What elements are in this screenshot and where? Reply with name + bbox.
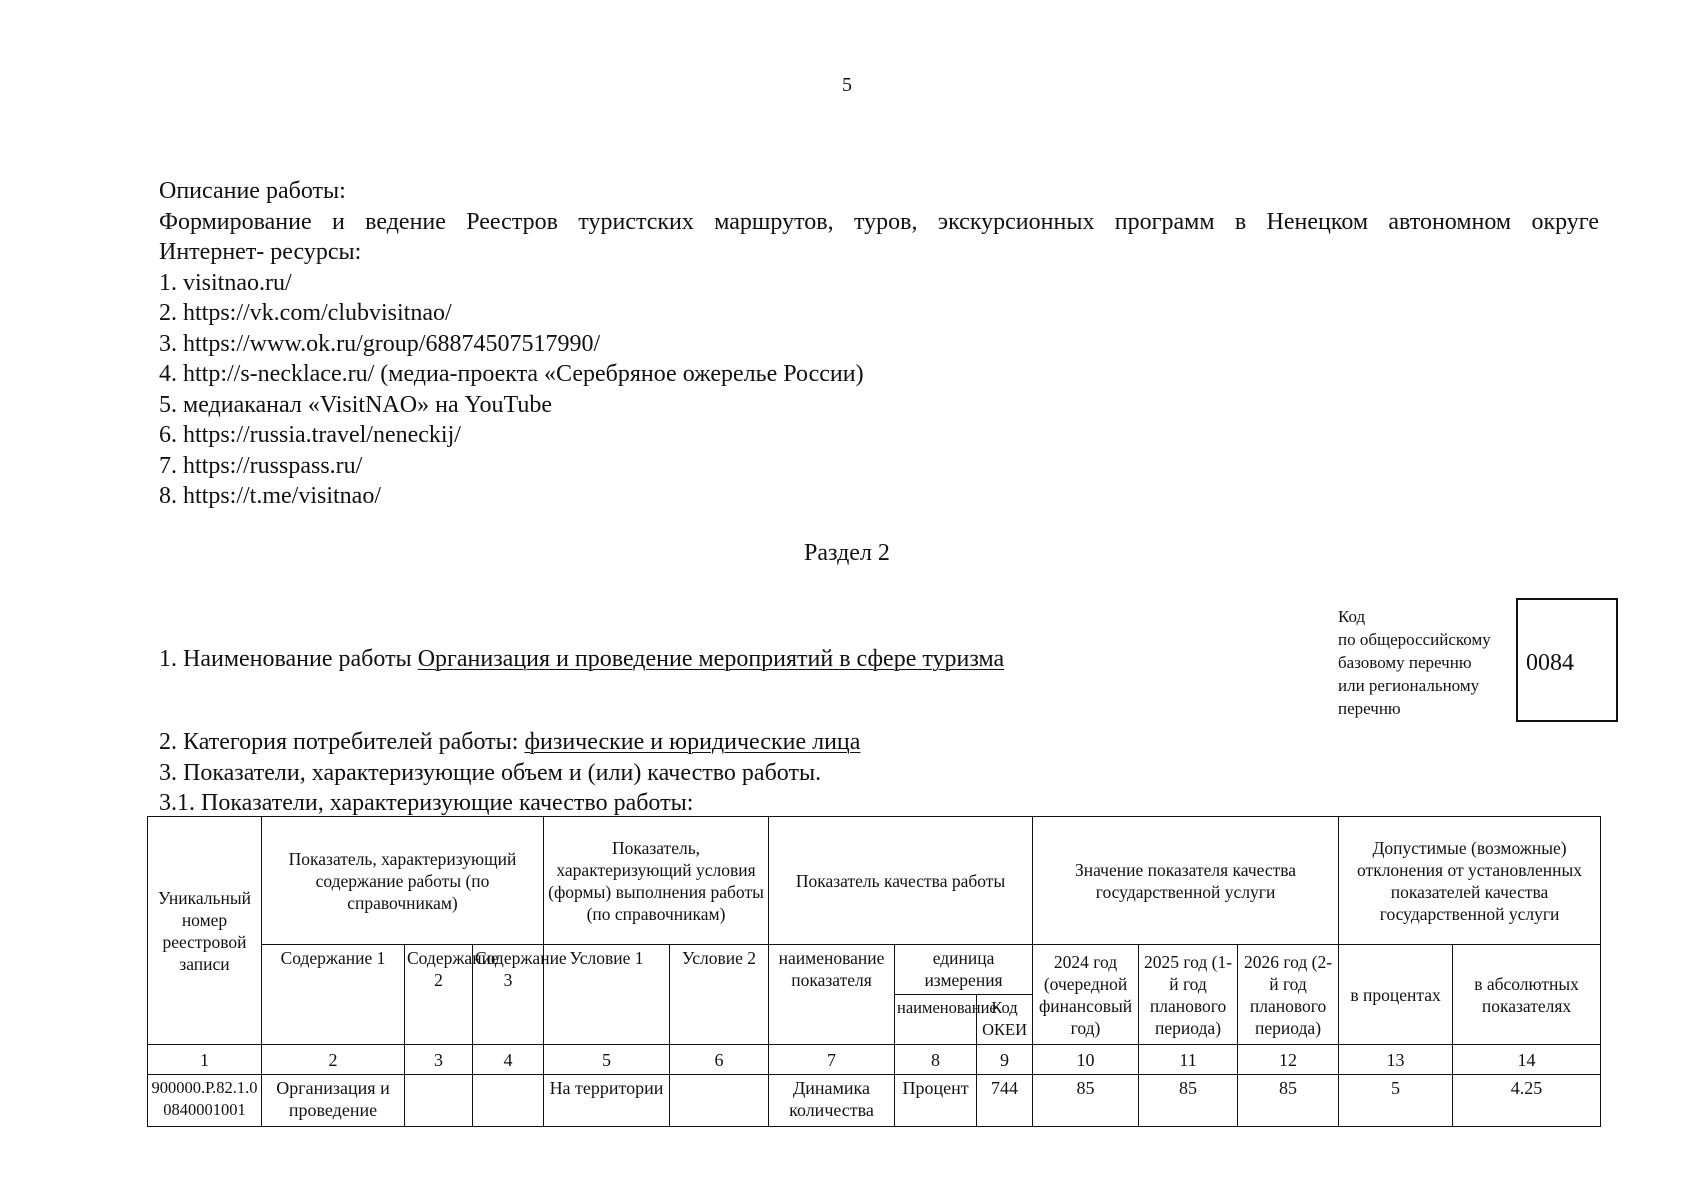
column-number: 6 <box>670 1045 769 1075</box>
header-content-1: Содержание 1 <box>262 945 405 1045</box>
quality-indicators-heading: 3.1. Показатели, характеризующие качество работы: <box>159 790 694 816</box>
cell-condition-2 <box>670 1075 769 1127</box>
table-header-row <box>148 817 1601 945</box>
column-number: 12 <box>1238 1045 1339 1075</box>
resource-item: 1. visitnao.ru/ <box>159 269 292 296</box>
description-word: маршрутов, <box>714 208 834 235</box>
quality-indicators-table <box>147 816 1601 1127</box>
header-condition-1: Условие 1 <box>544 945 670 1045</box>
resources-heading: Интернет- ресурсы: <box>159 239 362 265</box>
consumer-category-line <box>159 729 860 756</box>
description-word: Ненецком <box>1266 208 1369 235</box>
header-conditions-group: Показатель, характеризующий условия (формы) выполнения работы (по справочникам) <box>544 817 769 945</box>
description-word: экскурсионных <box>937 208 1095 235</box>
header-absolute: в абсолютных показателях <box>1453 945 1601 1045</box>
resource-item: 7. https://russpass.ru/ <box>159 452 363 479</box>
description-word: программ <box>1114 208 1215 235</box>
section-title: Раздел 2 <box>804 540 890 566</box>
page-number: 5 <box>842 74 852 96</box>
header-content-3: Содержание 3 <box>473 945 544 1045</box>
table-header-row <box>148 945 1601 995</box>
code-label-line: или региональному <box>1338 676 1480 695</box>
description-word: Реестров <box>466 208 558 235</box>
description-text <box>159 207 1599 238</box>
description-word: туров, <box>853 208 918 235</box>
cell-absolute: 4.25 <box>1453 1075 1601 1127</box>
header-condition-2: Условие 2 <box>670 945 769 1045</box>
description-word: ведение <box>365 208 446 235</box>
code-box <box>1516 598 1618 722</box>
resource-item: 3. https://www.ok.ru/group/68874507517990/ <box>159 330 601 357</box>
resource-item: 8. https://t.me/visitnao/ <box>159 483 381 509</box>
header-quality-group: Показатель качества работы <box>769 817 1033 945</box>
code-label <box>1338 605 1491 720</box>
resources-list <box>159 268 1599 512</box>
header-unit: единица измерения <box>895 945 1033 995</box>
resource-item: 4. http://s-necklace.ru/ (медиа-проекта «Серебряное ожерелье России) <box>159 361 864 387</box>
indicators-heading: 3. Показатели, характеризующие объем и (или) качество работы. <box>159 760 822 786</box>
cell-year-2026: 85 <box>1238 1075 1339 1127</box>
header-deviation-group: Допустимые (возможные) отклонения от установленных показателей качества государственной услуги <box>1339 817 1601 945</box>
header-year-2025: 2025 год (1-й год планового периода) <box>1139 945 1238 1045</box>
header-year-2026: 2026 год (2-й год планового периода) <box>1238 945 1339 1045</box>
description-word: Формирование <box>159 208 312 235</box>
work-name-label: 1. Наименование работы <box>159 646 418 672</box>
resource-item: 5. медиаканал «VisitNAO» на YouTube <box>159 391 552 418</box>
column-number: 8 <box>895 1045 977 1075</box>
header-unique-number: Уникальный номер реестровой записи <box>148 817 262 1045</box>
description-heading: Описание работы: <box>159 178 346 204</box>
column-number: 14 <box>1453 1045 1601 1075</box>
header-content-2: Содержание 2 <box>405 945 473 1045</box>
column-numbers-row <box>148 1045 1601 1075</box>
description-word: округе <box>1531 208 1599 235</box>
code-label-line: по общероссийскому <box>1338 630 1491 649</box>
cell-indicator-name: Динамика количества <box>769 1075 895 1127</box>
header-percent: в процентах <box>1339 945 1453 1045</box>
cell-content-1: Организация и проведение <box>262 1075 405 1127</box>
description-word: и <box>331 208 345 235</box>
work-name-value: Организация и проведение мероприятий в сфере туризма <box>417 646 1005 672</box>
header-okei-code: Код ОКЕИ <box>977 995 1033 1045</box>
cell-year-2024: 85 <box>1033 1075 1139 1127</box>
consumer-category-value: физические и юридические лица <box>524 729 861 755</box>
description-word: автономном <box>1388 208 1512 235</box>
column-number: 2 <box>262 1045 405 1075</box>
column-number: 9 <box>977 1045 1033 1075</box>
header-unit-name: наименование <box>895 995 977 1045</box>
header-content-group: Показатель, характеризующий содержание работы (по справочникам) <box>262 817 544 945</box>
column-number: 5 <box>544 1045 670 1075</box>
column-number: 10 <box>1033 1045 1139 1075</box>
column-number: 7 <box>769 1045 895 1075</box>
header-year-2024: 2024 год (очередной финансовый год) <box>1033 945 1139 1045</box>
cell-unique-number: 900000.Р.82.1.00840001001 <box>148 1075 262 1127</box>
column-number: 1 <box>148 1045 262 1075</box>
cell-unit-name: Процент <box>895 1075 977 1127</box>
header-indicator-name: наименование показателя <box>769 945 895 1045</box>
code-value: 0084 <box>1526 650 1574 676</box>
code-label-line: перечню <box>1338 699 1401 718</box>
work-name-line <box>159 646 1004 673</box>
code-label-line: базовому перечню <box>1338 653 1472 672</box>
cell-condition-1: На территории <box>544 1075 670 1127</box>
cell-content-3 <box>473 1075 544 1127</box>
resource-item: 6. https://russia.travel/neneckij/ <box>159 422 461 448</box>
header-value-group: Значение показателя качества государственной услуги <box>1033 817 1339 945</box>
cell-okei-code: 744 <box>977 1075 1033 1127</box>
description-word: туристских <box>578 208 694 235</box>
resource-item: 2. https://vk.com/clubvisitnao/ <box>159 300 452 326</box>
table-row <box>148 1075 1601 1127</box>
description-word: в <box>1234 208 1247 235</box>
column-number: 3 <box>405 1045 473 1075</box>
work-description <box>159 176 1599 512</box>
cell-year-2025: 85 <box>1139 1075 1238 1127</box>
column-number: 11 <box>1139 1045 1238 1075</box>
column-number: 4 <box>473 1045 544 1075</box>
consumer-category-label: 2. Категория потребителей работы: <box>159 729 525 755</box>
column-number: 13 <box>1339 1045 1453 1075</box>
cell-content-2 <box>405 1075 473 1127</box>
code-label-line: Код <box>1338 607 1366 626</box>
cell-percent: 5 <box>1339 1075 1453 1127</box>
